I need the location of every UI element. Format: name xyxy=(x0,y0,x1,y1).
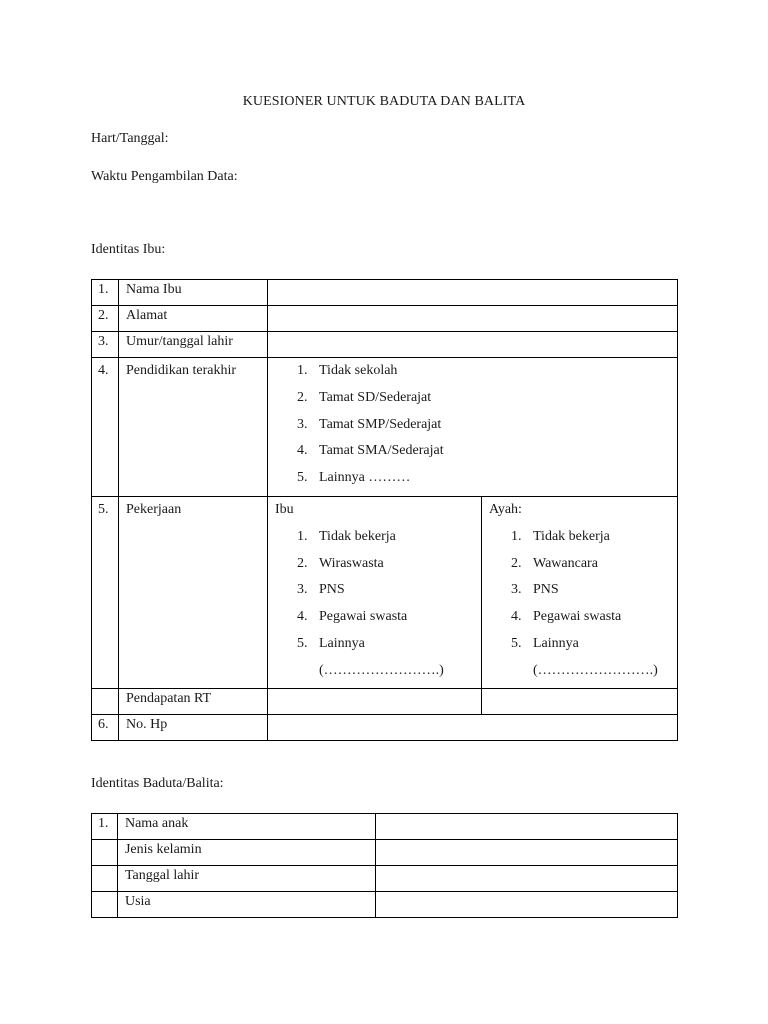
table-row xyxy=(92,306,678,332)
table-row xyxy=(92,814,678,840)
table-row xyxy=(92,892,678,918)
row-label: Nama anak xyxy=(117,814,375,840)
pendapatan-ibu-field[interactable] xyxy=(268,688,482,714)
list-item[interactable]: 3. Tamat SMP/Sederajat xyxy=(297,416,442,432)
row-number xyxy=(92,892,118,918)
pekerjaan-ayah-cell xyxy=(482,496,678,688)
ayah-column-heading: Ayah: xyxy=(489,501,522,517)
table-row xyxy=(92,358,678,497)
pendapatan-ayah-field[interactable] xyxy=(482,688,678,714)
identitas-balita-table xyxy=(91,813,678,918)
table-row xyxy=(92,866,678,892)
no-hp-field[interactable] xyxy=(268,714,678,740)
list-item[interactable]: 4. Pegawai swasta xyxy=(511,609,622,625)
page-title: KUESIONER UNTUK BADUTA DAN BALITA xyxy=(242,94,526,109)
usia-field[interactable] xyxy=(375,892,677,918)
table-row xyxy=(92,496,678,688)
ibu-column-heading: Ibu xyxy=(275,501,294,517)
identitas-balita-heading: Identitas Baduta/Balita: xyxy=(91,776,224,791)
table-row xyxy=(92,840,678,866)
fill-in-blank[interactable]: (…………………….) xyxy=(319,662,444,678)
row-label: Pendapatan RT xyxy=(119,688,268,714)
list-item[interactable]: 3. PNS xyxy=(297,582,345,598)
row-label: Umur/tanggal lahir xyxy=(119,332,268,358)
row-label: Pekerjaan xyxy=(119,496,268,688)
list-item[interactable]: 2. Wiraswasta xyxy=(297,555,384,571)
row-number xyxy=(92,688,119,714)
row-label: Jenis kelamin xyxy=(117,840,375,866)
row-label: Alamat xyxy=(119,306,268,332)
waktu-pengambilan-label: Waktu Pengambilan Data: xyxy=(91,169,238,184)
row-number: 4. xyxy=(92,358,119,497)
table-row xyxy=(92,714,678,740)
pekerjaan-ibu-cell xyxy=(268,496,482,688)
list-item[interactable]: 4. Tamat SMA/Sederajat xyxy=(297,443,444,459)
row-number: 1. xyxy=(92,280,119,306)
row-number: 1. xyxy=(92,814,118,840)
row-label: Pendidikan terakhir xyxy=(119,358,268,497)
row-label: Nama Ibu xyxy=(119,280,268,306)
list-item[interactable]: 1. Tidak bekerja xyxy=(511,528,610,544)
table-row xyxy=(92,688,678,714)
identitas-ibu-heading: Identitas Ibu: xyxy=(91,242,166,257)
alamat-field[interactable] xyxy=(268,306,678,332)
row-label: Usia xyxy=(117,892,375,918)
list-item[interactable]: 2. Tamat SD/Sederajat xyxy=(297,389,432,405)
tanggal-lahir-field[interactable] xyxy=(375,866,677,892)
identitas-ibu-table xyxy=(91,279,678,741)
jenis-kelamin-field[interactable] xyxy=(375,840,677,866)
row-label: Tanggal lahir xyxy=(117,866,375,892)
row-number: 5. xyxy=(92,496,119,688)
row-number: 2. xyxy=(92,306,119,332)
row-number: 3. xyxy=(92,332,119,358)
row-number xyxy=(92,866,118,892)
list-item[interactable]: 5. Lainnya xyxy=(297,635,365,651)
table-row xyxy=(92,280,678,306)
row-number: 6. xyxy=(92,714,119,740)
list-item[interactable]: 4. Pegawai swasta xyxy=(297,609,408,625)
row-label: No. Hp xyxy=(119,714,268,740)
nama-ibu-field[interactable] xyxy=(268,280,678,306)
list-item[interactable]: 2. Wawancara xyxy=(511,555,598,571)
list-item[interactable]: 5. Lainnya ……… xyxy=(297,470,411,486)
list-item[interactable]: 1. Tidak bekerja xyxy=(297,528,396,544)
hari-tanggal-label: Hart/Tanggal: xyxy=(91,131,169,146)
pendidikan-options xyxy=(268,358,678,497)
nama-anak-field[interactable] xyxy=(375,814,677,840)
table-row xyxy=(92,332,678,358)
fill-in-blank[interactable]: (…………………….) xyxy=(533,662,658,678)
umur-field[interactable] xyxy=(268,332,678,358)
list-item[interactable]: 5. Lainnya xyxy=(511,635,579,651)
list-item[interactable]: 1. Tidak sekolah xyxy=(297,363,398,378)
list-item[interactable]: 3. PNS xyxy=(511,582,559,598)
row-number xyxy=(92,840,118,866)
